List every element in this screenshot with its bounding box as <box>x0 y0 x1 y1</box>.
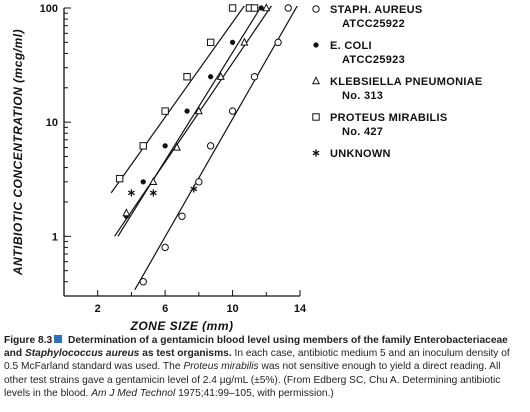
fit-line-series-2 <box>115 1 275 236</box>
data-point-series-2 <box>263 4 269 10</box>
data-point-series-0 <box>162 244 168 250</box>
data-points <box>116 4 291 285</box>
caption-citation: 1975;41:99–105, with permission.) <box>178 387 334 399</box>
fit-line-series-1 <box>118 1 265 236</box>
fit-line-series-3 <box>111 1 248 193</box>
data-point-series-2 <box>123 209 129 215</box>
caption-journal: Am J Med Technol <box>91 387 176 399</box>
x-tick-label: 6 <box>162 303 169 315</box>
data-point-series-0 <box>229 108 235 114</box>
x-tick-label: 10 <box>226 303 239 315</box>
legend-label: PROTEUS MIRABILIS <box>330 112 448 124</box>
data-point-series-0 <box>285 5 291 11</box>
data-point-series-3 <box>140 143 146 149</box>
data-point-series-3 <box>184 74 190 80</box>
data-point-series-4 <box>128 189 134 196</box>
data-point-series-0 <box>251 74 257 80</box>
data-point-series-3 <box>251 5 257 11</box>
data-point-series-1 <box>230 40 235 45</box>
fit-lines <box>111 1 300 290</box>
legend-label: ATCC25923 <box>342 54 406 66</box>
caption-text-2: was not sensitive enough to yield a direct reading. All other test strains gave a gentamicin level of 2.4 µg/mL (±5%). (From Edberg SC, Chu A. Determining antibiotic levels in the blood. <box>4 361 501 399</box>
data-point-series-1 <box>141 179 146 184</box>
legend-label: E. COLI <box>330 40 372 52</box>
legend-label: ATCC25922 <box>342 18 406 30</box>
x-axis-title: ZONE SIZE (mm) <box>130 319 234 332</box>
legend-label: No. 427 <box>342 126 384 138</box>
data-point-series-2 <box>150 178 156 184</box>
legend-label: KLEBSIELLA PNEUMONIAE <box>330 76 483 88</box>
caption-text-italic: Proteus mirabilis <box>183 361 259 373</box>
data-point-series-3 <box>207 39 213 45</box>
legend-marker-series-2 <box>313 77 319 83</box>
caption-square-icon <box>54 335 62 343</box>
data-point-series-3 <box>229 5 235 11</box>
data-point-series-3 <box>162 108 168 114</box>
legend-marker-series-4 <box>313 149 319 156</box>
caption-lead-italic: Staphylococcus aureus <box>24 348 140 360</box>
legend-label: UNKNOWN <box>330 148 391 160</box>
data-point-series-4 <box>150 189 156 196</box>
data-point-series-0 <box>179 213 185 219</box>
x-tick-label: 2 <box>94 303 101 315</box>
legend-marker-series-3 <box>313 114 319 120</box>
y-axis-title: ANTIBIOTIC CONCENTRATION (mcg/ml) <box>11 28 25 276</box>
figure-caption <box>4 334 526 400</box>
data-point-series-0 <box>275 39 281 45</box>
legend-label: STAPH. AUREUS <box>330 4 423 16</box>
caption-text-1: In each case, antibiotic medium 5 and an inoculum density of 0.5 McFarland standard was used. The <box>4 348 510 373</box>
data-point-series-1 <box>208 74 213 79</box>
x-tick-label: 14 <box>293 303 307 315</box>
data-point-series-1 <box>259 6 264 11</box>
y-tick-label: 10 <box>45 117 58 130</box>
data-point-series-0 <box>140 279 146 285</box>
y-tick-label: 100 <box>39 3 58 15</box>
axes <box>40 3 307 315</box>
data-point-series-0 <box>207 143 213 149</box>
legend-marker-series-1 <box>314 43 319 48</box>
data-point-series-1 <box>163 143 168 148</box>
y-tick-label: 1 <box>51 231 58 244</box>
figure-number: Figure 8.3 <box>4 335 53 346</box>
data-point-series-1 <box>185 109 190 114</box>
data-point-series-0 <box>196 179 202 185</box>
caption-lead-end: as test organisms. <box>142 348 232 360</box>
caption-lead: Determination of a gentamicin blood level using members of the family Enterobacteriaceae and <box>4 335 508 360</box>
legend-label: No. 313 <box>342 90 384 102</box>
legend-marker-series-0 <box>313 6 319 12</box>
legend <box>313 4 483 160</box>
data-point-series-3 <box>116 175 122 181</box>
